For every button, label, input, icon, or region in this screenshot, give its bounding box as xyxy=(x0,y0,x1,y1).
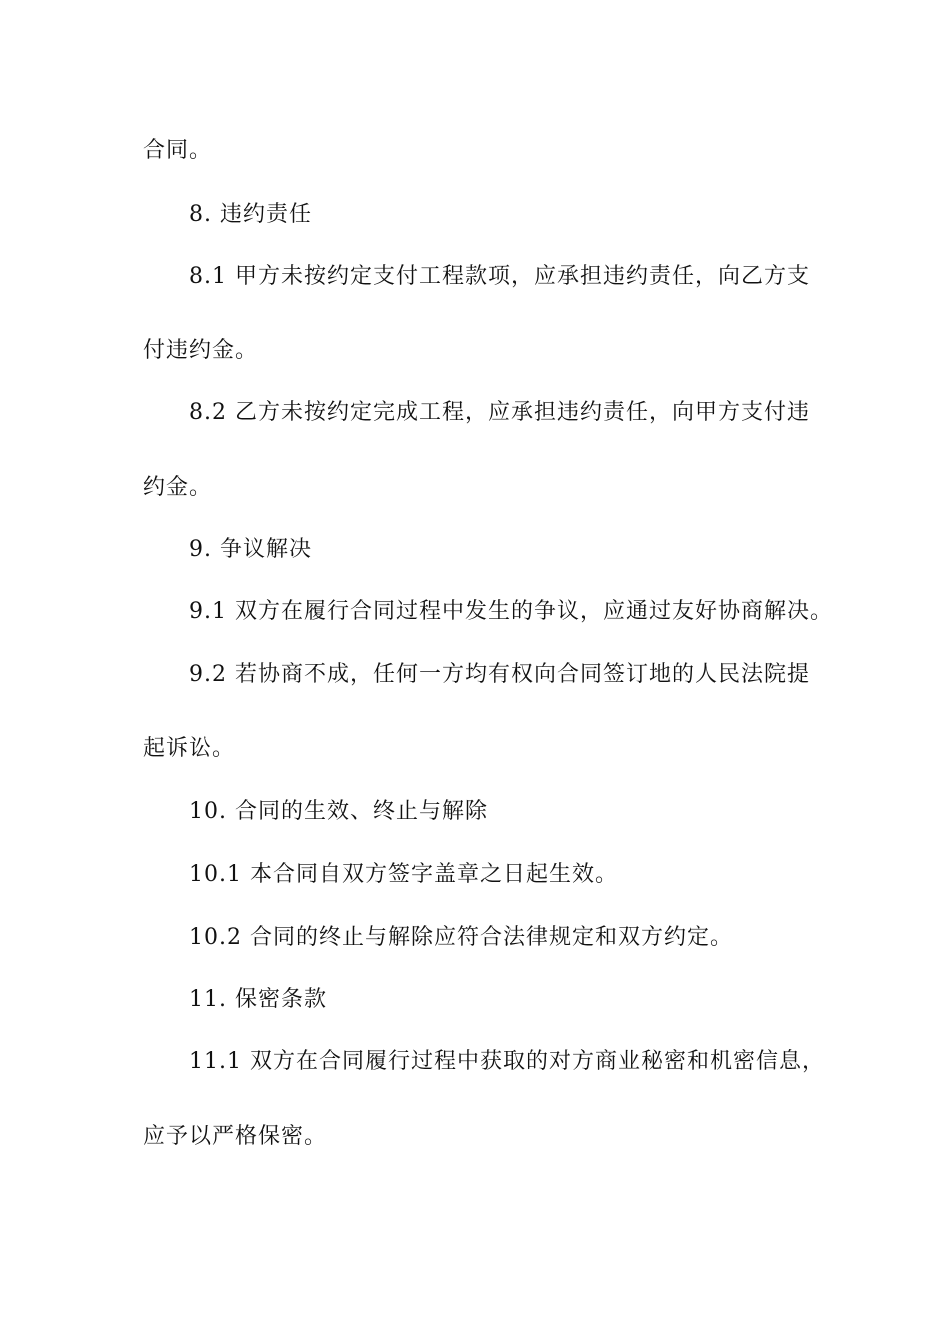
clause-10-1: 10.1 本合同自双方签字盖章之日起生效。 xyxy=(189,862,618,887)
clause-8-2-continued: 约金。 xyxy=(143,475,213,500)
clause-8-1: 8.1 甲方未按约定支付工程款项，应承担违约责任，向乙方支 xyxy=(189,264,810,289)
clause-9-2: 9.2 若协商不成，任何一方均有权向合同签订地的人民法院提 xyxy=(189,662,810,687)
clause-8-2: 8.2 乙方未按约定完成工程，应承担违约责任，向甲方支付违 xyxy=(189,400,810,425)
clause-11-1-continued: 应予以严格保密。 xyxy=(143,1124,328,1149)
clause-11-1: 11.1 双方在合同履行过程中获取的对方商业秘密和机密信息， xyxy=(189,1049,825,1074)
clause-9-1: 9.1 双方在履行合同过程中发生的争议，应通过友好协商解决。 xyxy=(189,599,833,624)
clause-8-1-continued: 付违约金。 xyxy=(143,338,259,363)
paragraph-continuation: 合同。 xyxy=(143,138,213,163)
section-heading-11: 11. 保密条款 xyxy=(189,987,327,1012)
section-heading-8: 8. 违约责任 xyxy=(189,202,312,227)
section-heading-9: 9. 争议解决 xyxy=(189,537,312,562)
clause-10-2: 10.2 合同的终止与解除应符合法律规定和双方约定。 xyxy=(189,925,733,950)
clause-9-2-continued: 起诉讼。 xyxy=(143,736,236,761)
section-heading-10: 10. 合同的生效、终止与解除 xyxy=(189,799,488,824)
